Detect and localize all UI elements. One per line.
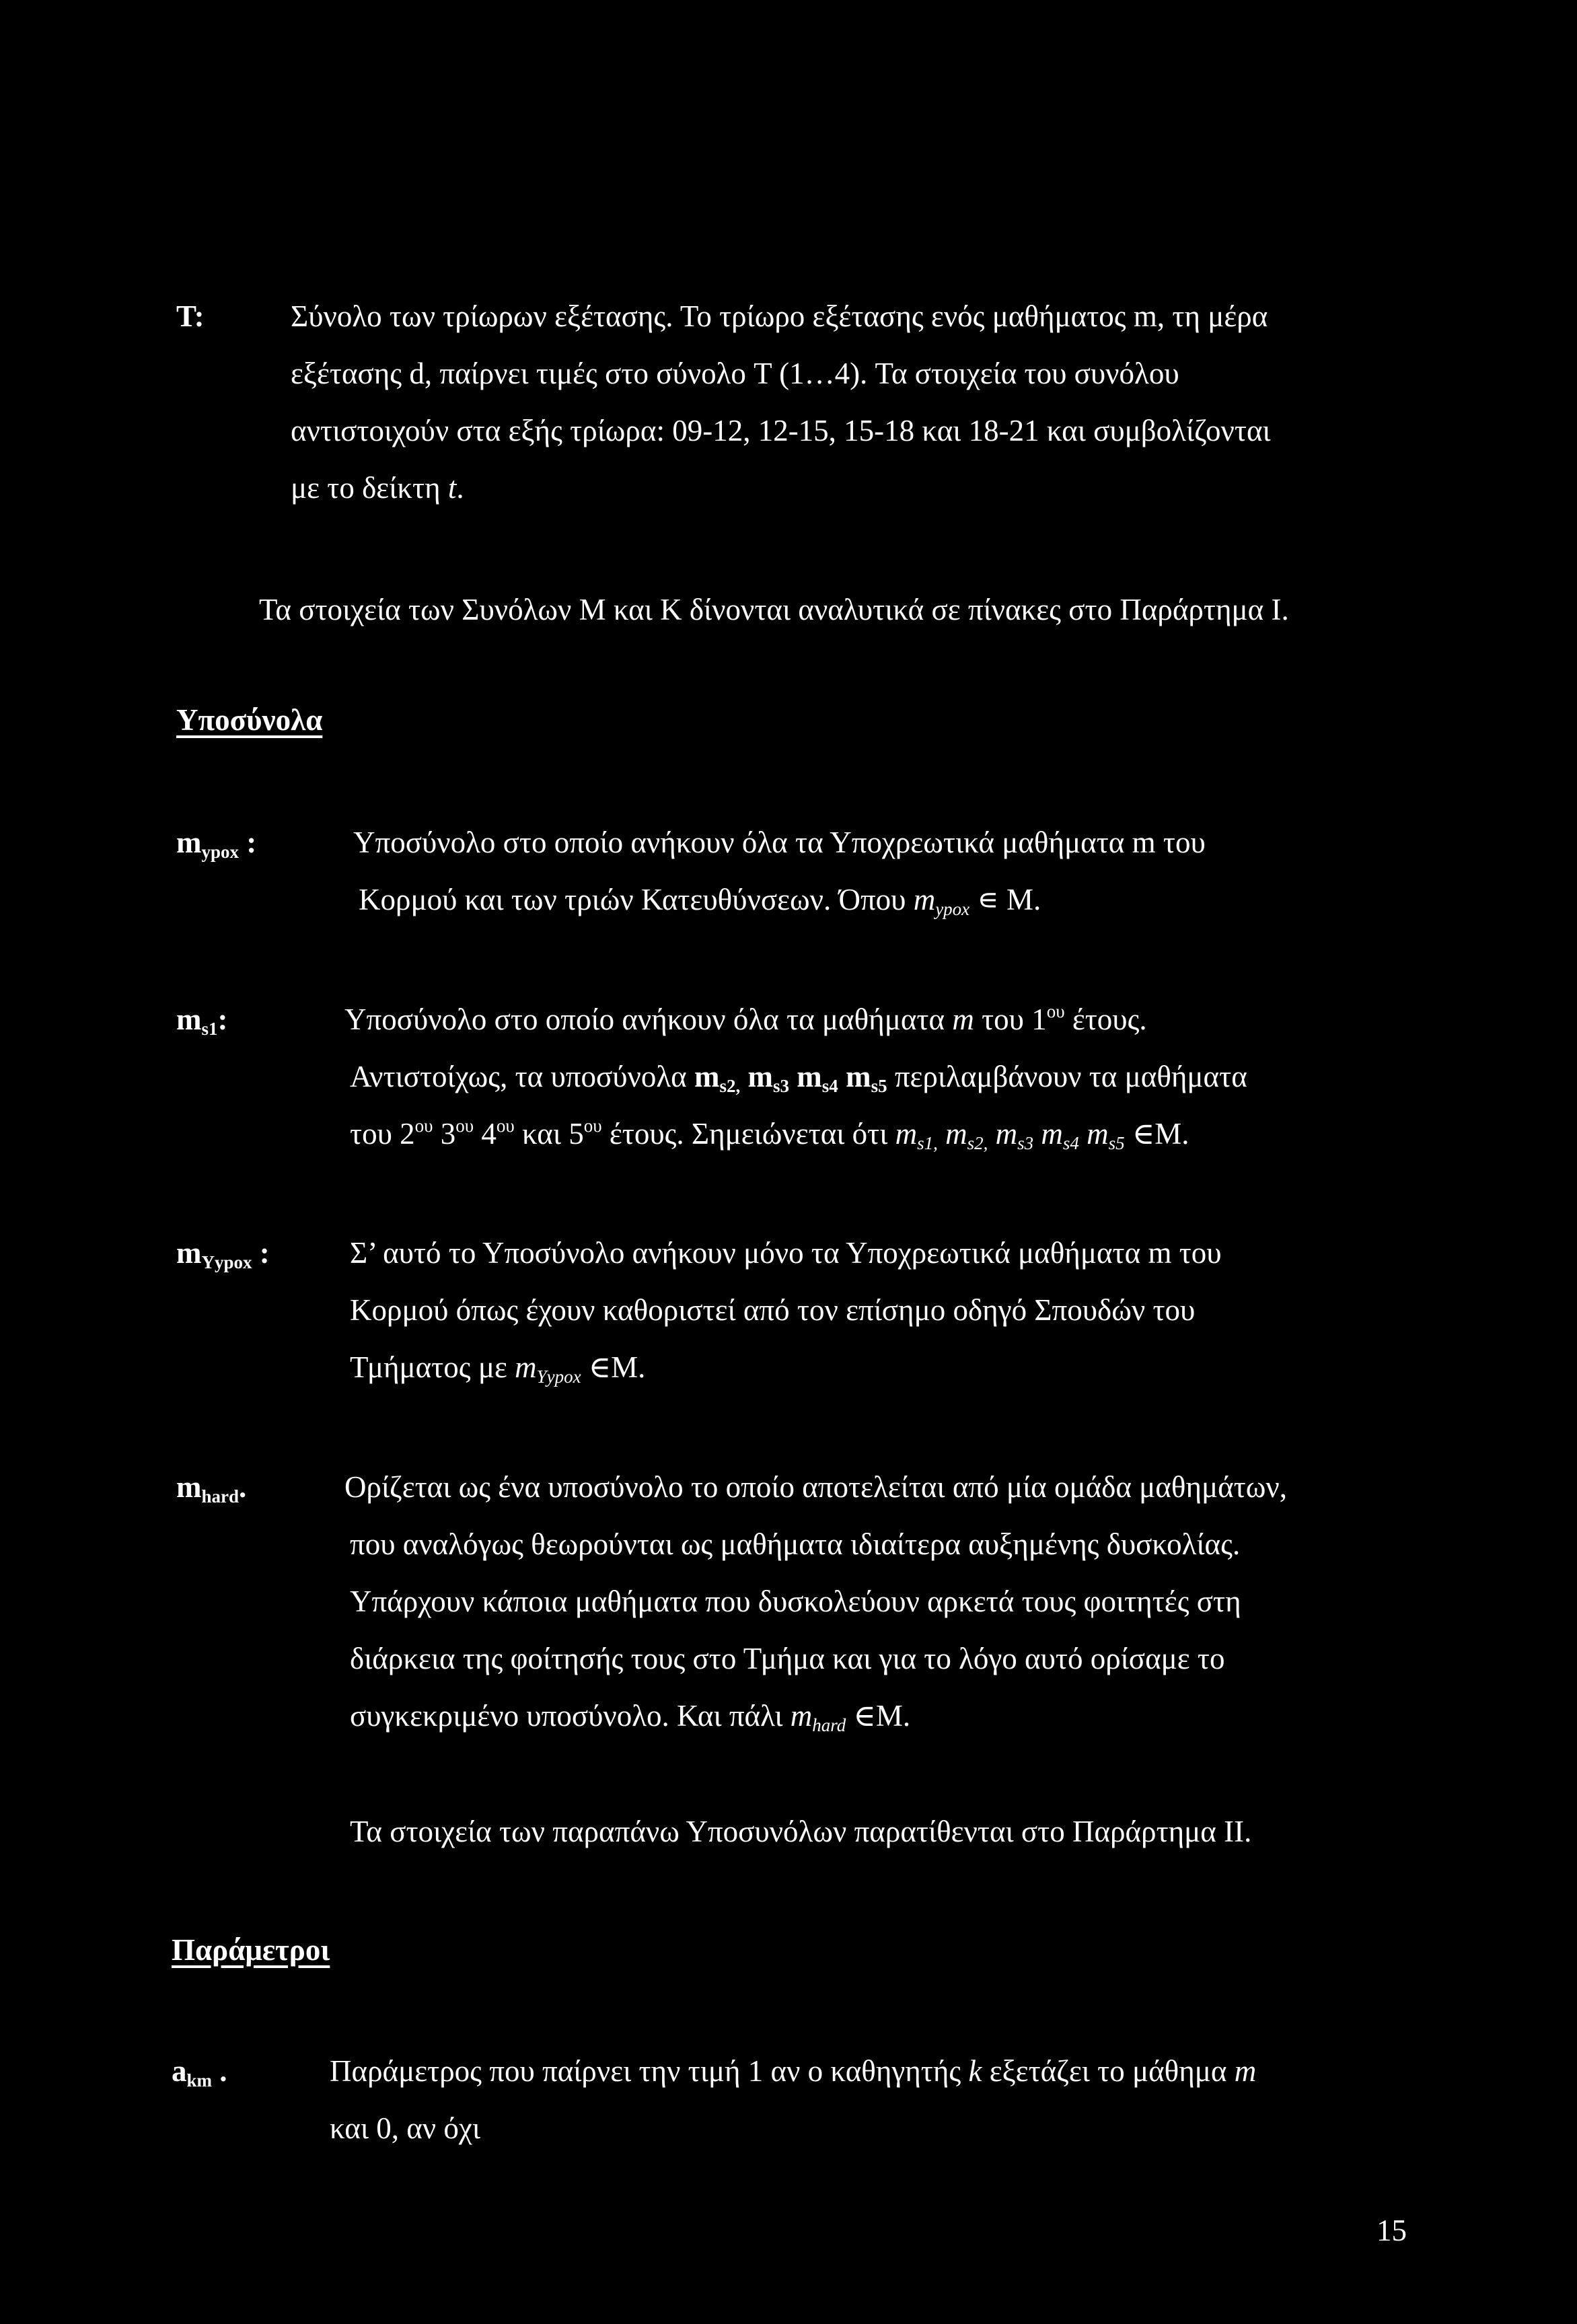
ms1-line-2: Αντιστοίχως, τα υποσύνολα $m_{s2,}$ $m_{s3}$ $m_{s4}$ $m_{s5}$ περιλαμβάνουν τα μαθήματα	[350, 1060, 1247, 1096]
T-line-2: εξέτασης d, παίρνει τιμές στο σύνολο T (1…4). Τα στοιχεία του συνόλου	[291, 357, 1179, 390]
subsets-heading: Υποσύνολα	[176, 703, 323, 737]
mhard-line-5: συγκεκριμένο υποσύνολο. Και πάλι $m_{hard}$ ∈M.	[350, 1699, 911, 1735]
mYypox-line-2: Κορμού όπως έχουν καθοριστεί από τον επίσημο οδηγό Σπουδών του	[350, 1293, 1196, 1327]
T-line-4: με το δείκτη t.	[291, 471, 464, 505]
mhard-line-4: διάρκεια της φοίτησής τους στο Τμήμα και για το λόγο αυτό ορίσαμε το	[350, 1642, 1225, 1675]
mypox-line-2: Κορμού και των τριών Κατευθύνσεων. Όπου $m_{ypox}$ ∊ M.	[359, 883, 1041, 919]
akm-line-1: Παράμετρος που παίρνει την τιμή 1 αν ο καθηγητής k εξετάζει το μάθημα m	[330, 2054, 1257, 2088]
term-mypox: $m_{ypox}$ :	[176, 826, 257, 862]
mhard-line-1: Ορίζεται ως ένα υποσύνολο το οποίο αποτελείται από μία ομάδα μαθημάτων,	[344, 1470, 1287, 1504]
term-akm: $a_{km}$ .	[172, 2054, 227, 2091]
subsets-note: Τα στοιχεία των παραπάνω Υποσυνόλων παρατίθενται στο Παράρτημα II.	[350, 1815, 1252, 1848]
ms1-line-1: Υποσύνολο στο οποίο ανήκουν όλα τα μαθήματα m του $1^{o\upsilon}$ έτους.	[344, 1001, 1147, 1036]
T-line-3: αντιστοιχούν στα εξής τρίωρα: 09-12, 12-15, 15-18 και 18-21 και συμβολίζονται	[291, 414, 1271, 447]
T-line-1: Σύνολο των τρίωρων εξέτασης. Το τρίωρο εξέτασης ενός μαθήματος m, τη μέρα	[291, 299, 1268, 333]
sets-note: Τα στοιχεία των Συνόλων M και K δίνονται αναλυτικά σε πίνακες στο Παράρτημα I.	[259, 593, 1289, 626]
term-mhard: $m_{hard}$.	[176, 1470, 247, 1506]
mYypox-line-1: Σ’ αυτό το Υποσύνολο ανήκουν μόνο τα Υποχρεωτικά μαθήματα m του	[350, 1236, 1222, 1270]
term-T: T:	[176, 299, 205, 333]
params-heading: Παράμετροι	[172, 1933, 330, 1967]
page-number: 15	[1377, 2214, 1407, 2247]
term-ms1: $m_{s1}$:	[176, 1003, 228, 1039]
term-mYypox: $m_{Yypox}$ :	[176, 1236, 270, 1272]
mhard-line-2: που αναλόγως θεωρούνται ως μαθήματα ιδιαίτερα αυξημένης δυσκολίας.	[350, 1527, 1241, 1561]
ms1-line-3: του $2^{o\upsilon}$ $3^{o\upsilon}$ $4^{o\upsilon}$ και $5^{o\upsilon}$ έτους. Σημειώνεται ότι $m_{s1,}$ $m_{s2,}$ $m_{s3}$ $m_{s4}$ $m_{s5}$ ∈M.	[350, 1116, 1189, 1153]
mYypox-line-3: Τμήματος με $m_{Yypox}$ ∈M.	[350, 1350, 646, 1387]
akm-line-2: και 0, αν όχι	[330, 2111, 480, 2145]
mhard-line-3: Υπάρχουν κάποια μαθήματα που δυσκολεύουν αρκετά τους φοιτητές στη	[350, 1585, 1241, 1618]
mypox-line-1: Υποσύνολο στο οποίο ανήκουν όλα τα Υποχρεωτικά μαθήματα m του	[353, 826, 1206, 859]
